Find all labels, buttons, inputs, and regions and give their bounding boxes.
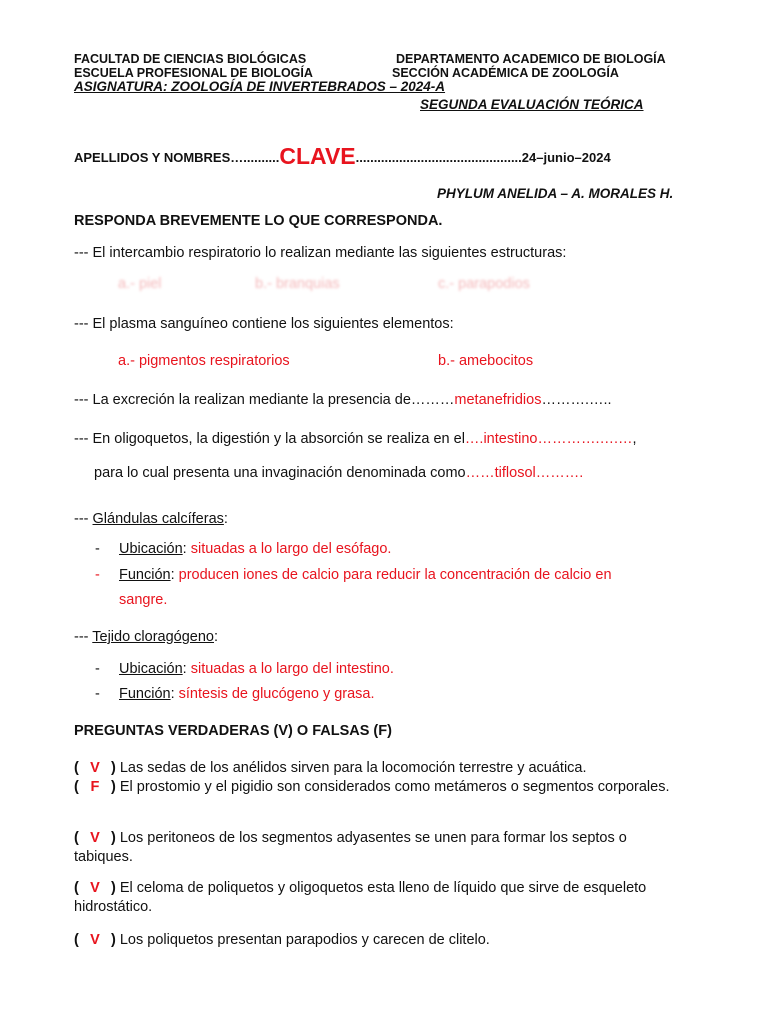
q5-lead: --- xyxy=(74,511,93,527)
tf-item: ( V ) Los peritoneos de los segmentos adyasentes se unen para formar los septos o tabiques. xyxy=(74,830,627,865)
q1-answer-a: a.- piel xyxy=(118,276,162,292)
tf-mark: V xyxy=(90,932,100,948)
tf-item: ( V ) Los poliquetos presentan parapodios y carecen de clitelo. xyxy=(74,932,490,948)
q2-answer-a: a.- pigmentos respiratorios xyxy=(118,353,290,369)
q4-text: --- En oligoquetos, la digestión y la absorción se realiza en el xyxy=(74,431,465,447)
tf-text: Los poliquetos presentan parapodios y carecen de clitelo. xyxy=(119,932,490,948)
q2-text: --- El plasma sanguíneo contiene los siguientes elementos: xyxy=(74,316,454,332)
q4-line2 xyxy=(94,465,583,481)
tf-item: ( V ) Las sedas de los anélidos sirven para la locomoción terrestre y acuática. xyxy=(74,760,587,776)
q1-answer-b: b.- branquias xyxy=(255,276,340,292)
exam-date: 24–junio–2024 xyxy=(521,150,611,165)
section1-title: RESPONDA BREVEMENTE LO QUE CORRESPONDA. xyxy=(74,213,443,229)
subject-title: ASIGNATURA: ZOOLOGÍA DE INVERTEBRADOS – 2024-A xyxy=(74,79,446,94)
name-label: APELLIDOS Y NOMBRES….......... xyxy=(74,150,280,165)
tf-text: El celoma de poliquetos y oligoquetos esta lleno de líquido que sirve de esqueleto hidrostático. xyxy=(74,880,647,915)
bullet-dash: - xyxy=(95,686,100,702)
topic-label: PHYLUM ANELIDA – A. MORALES H. xyxy=(437,186,674,201)
q5-fun-answer2: sangre. xyxy=(119,592,168,608)
tf-mark: V xyxy=(90,830,100,846)
q6-loc-answer: situadas a lo largo del intestino. xyxy=(190,661,394,677)
tf-text: Las sedas de los anélidos sirven para la locomoción terrestre y acuática. xyxy=(119,760,587,776)
q5-loc-answer: situadas a lo largo del esófago. xyxy=(190,541,392,557)
q5-function: - Función: producen iones de calcio para reducir la concentración de calcio en xyxy=(95,567,612,583)
q4-tail: , xyxy=(632,431,637,447)
q3-answer: metanefridios xyxy=(454,392,542,408)
name-line xyxy=(74,141,611,168)
q6-location: - Ubicación: situadas a lo largo del intestino. xyxy=(95,661,394,677)
evaluation-title: SEGUNDA EVALUACIÓN TEÓRICA xyxy=(420,97,644,112)
name-answer: CLAVE xyxy=(279,143,356,169)
q5-title: Glándulas calcíferas xyxy=(92,511,224,527)
section2-title: PREGUNTAS VERDADERAS (V) O FALSAS (F) xyxy=(74,723,392,739)
q5-fun-answer: producen iones de calcio para reducir la concentración de calcio en xyxy=(178,567,612,583)
tf-item: ( V ) El celoma de poliquetos y oligoquetos esta lleno de líquido que sirve de esqueleto hidrostático. xyxy=(74,880,647,915)
department-name: DEPARTAMENTO ACADEMICO DE BIOLOGÍA xyxy=(396,52,666,66)
q1-answer-c: c.- parapodios xyxy=(438,276,530,292)
bullet-dash: - xyxy=(95,567,100,583)
name-dots: .............................................. xyxy=(355,150,522,165)
q4-answer2: ……tiflosol………. xyxy=(465,465,584,481)
q5-heading xyxy=(74,511,228,527)
q3-tail: ……….….. xyxy=(541,392,612,408)
tf-mark: V xyxy=(90,760,100,776)
tf-text: Los peritoneos de los segmentos adyasentes se unen para formar los septos o tabiques. xyxy=(74,830,627,865)
bullet-dash: - xyxy=(95,661,100,677)
q4-answer: ….intestino………….….… xyxy=(464,431,633,447)
school-name: ESCUELA PROFESIONAL DE BIOLOGÍA xyxy=(74,66,313,80)
q4-text2: para lo cual presenta una invaginación denominada como xyxy=(94,465,466,481)
tf-text: El prostomio y el pigidio son considerados como metámeros o segmentos corporales. xyxy=(119,779,670,795)
faculty-name: FACULTAD DE CIENCIAS BIOLÓGICAS xyxy=(74,52,307,66)
q6-fun-label: Función xyxy=(119,686,171,702)
tf-mark: V xyxy=(90,880,100,896)
q3-text: --- La excreción la realizan mediante la presencia de……… xyxy=(74,392,455,408)
section-name: SECCIÓN ACADÉMICA DE ZOOLOGÍA xyxy=(392,66,619,80)
tf-mark: F xyxy=(90,779,100,795)
q1-text: --- El intercambio respiratorio lo realizan mediante las siguientes estructuras: xyxy=(74,245,567,261)
q5-colon: : xyxy=(223,511,228,527)
q5-fun-label: Función xyxy=(119,567,171,583)
q5-location: - Ubicación: situadas a lo largo del esófago. xyxy=(95,541,392,557)
q3-line xyxy=(74,392,612,408)
q4-line xyxy=(74,431,637,447)
tf-item: ( F ) El prostomio y el pigidio son considerados como metámeros o segmentos corporales. xyxy=(74,779,670,795)
q6-loc-label: Ubicación xyxy=(119,661,183,677)
q6-lead: --- xyxy=(74,629,93,645)
q6-heading xyxy=(74,629,218,645)
q6-fun-answer: síntesis de glucógeno y grasa. xyxy=(178,686,375,702)
q5-loc-label: Ubicación xyxy=(119,541,183,557)
bullet-dash: - xyxy=(95,541,100,557)
q6-function: - Función: síntesis de glucógeno y grasa. xyxy=(95,686,375,702)
q6-title: Tejido cloragógeno xyxy=(92,629,214,645)
q2-answer-b: b.- amebocitos xyxy=(438,353,534,369)
q6-colon: : xyxy=(214,629,219,645)
